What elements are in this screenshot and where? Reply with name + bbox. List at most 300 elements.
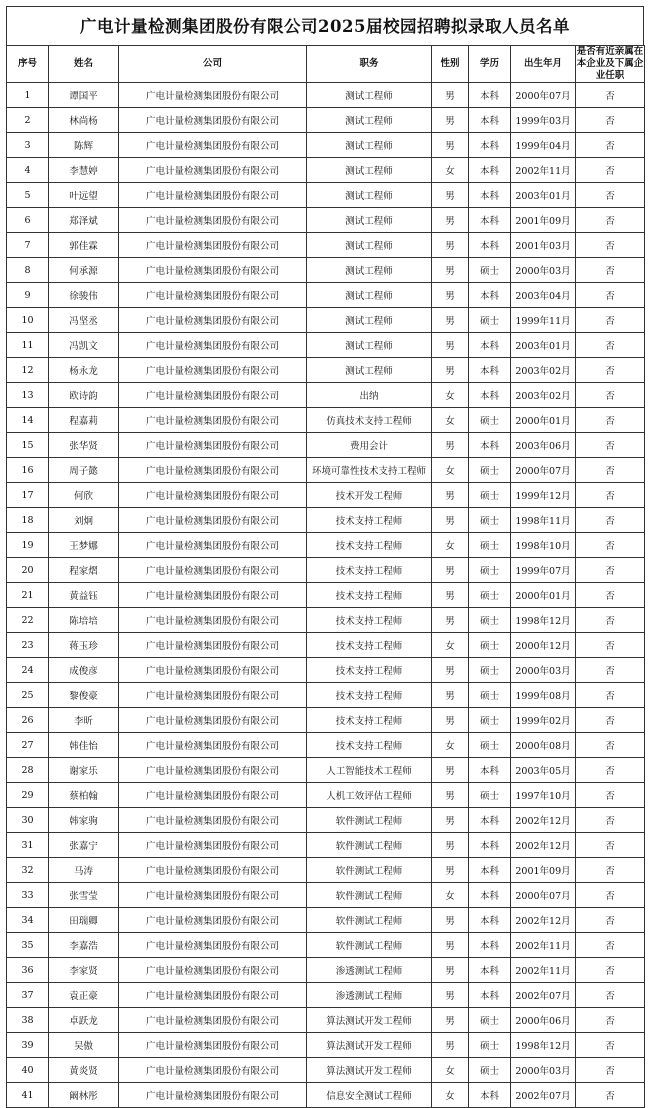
cell-name: 韩佳怡 [49, 733, 119, 758]
cell-company: 广电计量检测集团股份有限公司 [119, 833, 307, 858]
cell-education: 硕士 [469, 733, 511, 758]
cell-education: 本科 [469, 1083, 511, 1108]
cell-index: 32 [7, 858, 49, 883]
cell-name: 蔡柏翰 [49, 783, 119, 808]
table-row [7, 958, 645, 983]
table-row [7, 883, 645, 908]
cell-relatives: 否 [576, 208, 645, 233]
cell-index: 29 [7, 783, 49, 808]
cell-birth: 2000年03月 [511, 658, 576, 683]
table-row [7, 183, 645, 208]
cell-company: 广电计量检测集团股份有限公司 [119, 658, 307, 683]
cell-relatives: 否 [576, 158, 645, 183]
cell-education: 硕士 [469, 558, 511, 583]
cell-position: 环境可靠性技术支持工程师 [307, 458, 432, 483]
cell-education: 本科 [469, 808, 511, 833]
cell-education: 本科 [469, 133, 511, 158]
cell-education: 本科 [469, 333, 511, 358]
cell-position: 测试工程师 [307, 183, 432, 208]
cell-birth: 2003年01月 [511, 183, 576, 208]
cell-education: 硕士 [469, 508, 511, 533]
cell-position: 测试工程师 [307, 358, 432, 383]
cell-position: 测试工程师 [307, 283, 432, 308]
cell-company: 广电计量检测集团股份有限公司 [119, 383, 307, 408]
cell-birth: 1999年11月 [511, 308, 576, 333]
cell-education: 本科 [469, 983, 511, 1008]
cell-relatives: 否 [576, 458, 645, 483]
cell-education: 本科 [469, 158, 511, 183]
cell-education: 硕士 [469, 1033, 511, 1058]
cell-education: 本科 [469, 233, 511, 258]
cell-company: 广电计量检测集团股份有限公司 [119, 983, 307, 1008]
cell-education: 硕士 [469, 658, 511, 683]
cell-company: 广电计量检测集团股份有限公司 [119, 633, 307, 658]
cell-relatives: 否 [576, 683, 645, 708]
cell-education: 硕士 [469, 683, 511, 708]
cell-company: 广电计量检测集团股份有限公司 [119, 108, 307, 133]
cell-position: 测试工程师 [307, 133, 432, 158]
table-row [7, 733, 645, 758]
cell-company: 广电计量检测集团股份有限公司 [119, 208, 307, 233]
table-row [7, 808, 645, 833]
cell-company: 广电计量检测集团股份有限公司 [119, 1058, 307, 1083]
header-education: 学历 [469, 46, 511, 83]
cell-company: 广电计量检测集团股份有限公司 [119, 83, 307, 108]
cell-gender: 男 [432, 258, 469, 283]
cell-gender: 男 [432, 658, 469, 683]
cell-gender: 男 [432, 908, 469, 933]
cell-birth: 1999年04月 [511, 133, 576, 158]
cell-index: 12 [7, 358, 49, 383]
cell-index: 39 [7, 1033, 49, 1058]
cell-index: 8 [7, 258, 49, 283]
cell-index: 26 [7, 708, 49, 733]
table-row [7, 583, 645, 608]
cell-name: 李嘉浩 [49, 933, 119, 958]
cell-education: 本科 [469, 883, 511, 908]
cell-gender: 女 [432, 1058, 469, 1083]
cell-company: 广电计量检测集团股份有限公司 [119, 558, 307, 583]
cell-index: 25 [7, 683, 49, 708]
table-row [7, 783, 645, 808]
cell-company: 广电计量检测集团股份有限公司 [119, 933, 307, 958]
cell-index: 9 [7, 283, 49, 308]
cell-company: 广电计量检测集团股份有限公司 [119, 258, 307, 283]
cell-position: 软件测试工程师 [307, 908, 432, 933]
cell-company: 广电计量检测集团股份有限公司 [119, 708, 307, 733]
table-row [7, 983, 645, 1008]
cell-relatives: 否 [576, 658, 645, 683]
cell-gender: 男 [432, 483, 469, 508]
cell-relatives: 否 [576, 983, 645, 1008]
cell-gender: 男 [432, 783, 469, 808]
cell-birth: 2002年11月 [511, 933, 576, 958]
cell-company: 广电计量检测集团股份有限公司 [119, 883, 307, 908]
cell-education: 本科 [469, 358, 511, 383]
table-row [7, 358, 645, 383]
cell-name: 刘炯 [49, 508, 119, 533]
cell-company: 广电计量检测集团股份有限公司 [119, 783, 307, 808]
cell-index: 38 [7, 1008, 49, 1033]
cell-education: 本科 [469, 83, 511, 108]
cell-position: 信息安全测试工程师 [307, 1083, 432, 1108]
table-row [7, 708, 645, 733]
cell-relatives: 否 [576, 1008, 645, 1033]
cell-relatives: 否 [576, 108, 645, 133]
cell-education: 本科 [469, 858, 511, 883]
cell-relatives: 否 [576, 258, 645, 283]
cell-position: 技术支持工程师 [307, 733, 432, 758]
cell-education: 硕士 [469, 708, 511, 733]
cell-gender: 女 [432, 408, 469, 433]
cell-relatives: 否 [576, 558, 645, 583]
cell-relatives: 否 [576, 83, 645, 108]
cell-birth: 1998年10月 [511, 533, 576, 558]
cell-position: 算法测试开发工程师 [307, 1008, 432, 1033]
cell-education: 本科 [469, 283, 511, 308]
cell-index: 2 [7, 108, 49, 133]
cell-position: 出纳 [307, 383, 432, 408]
cell-gender: 女 [432, 458, 469, 483]
cell-company: 广电计量检测集团股份有限公司 [119, 158, 307, 183]
cell-position: 技术支持工程师 [307, 658, 432, 683]
cell-name: 李慧婷 [49, 158, 119, 183]
cell-company: 广电计量检测集团股份有限公司 [119, 408, 307, 433]
cell-index: 24 [7, 658, 49, 683]
table-row [7, 683, 645, 708]
table-row [7, 283, 645, 308]
cell-index: 19 [7, 533, 49, 558]
cell-relatives: 否 [576, 608, 645, 633]
cell-position: 软件测试工程师 [307, 933, 432, 958]
cell-education: 硕士 [469, 533, 511, 558]
cell-index: 31 [7, 833, 49, 858]
cell-gender: 男 [432, 1008, 469, 1033]
cell-birth: 1999年08月 [511, 683, 576, 708]
cell-education: 本科 [469, 908, 511, 933]
cell-birth: 2000年12月 [511, 633, 576, 658]
cell-company: 广电计量检测集团股份有限公司 [119, 858, 307, 883]
cell-name: 蒋玉珍 [49, 633, 119, 658]
cell-education: 硕士 [469, 783, 511, 808]
cell-education: 硕士 [469, 633, 511, 658]
cell-relatives: 否 [576, 783, 645, 808]
cell-name: 黄益钰 [49, 583, 119, 608]
document-title: 广电计量检测集团股份有限公司2025届校园招聘拟录取人员名单 [6, 6, 644, 45]
header-index: 序号 [7, 46, 49, 83]
cell-birth: 2000年01月 [511, 583, 576, 608]
cell-name: 袁正豪 [49, 983, 119, 1008]
cell-relatives: 否 [576, 508, 645, 533]
cell-position: 技术支持工程师 [307, 508, 432, 533]
cell-birth: 2003年01月 [511, 333, 576, 358]
cell-name: 陈辉 [49, 133, 119, 158]
cell-name: 成俊彦 [49, 658, 119, 683]
cell-birth: 1998年12月 [511, 1033, 576, 1058]
cell-name: 卓跃龙 [49, 1008, 119, 1033]
cell-position: 测试工程师 [307, 208, 432, 233]
cell-relatives: 否 [576, 583, 645, 608]
cell-name: 周子懿 [49, 458, 119, 483]
cell-position: 人工智能技术工程师 [307, 758, 432, 783]
cell-company: 广电计量检测集团股份有限公司 [119, 458, 307, 483]
cell-gender: 男 [432, 833, 469, 858]
cell-gender: 男 [432, 308, 469, 333]
cell-position: 技术开发工程师 [307, 483, 432, 508]
cell-position: 渗透测试工程师 [307, 983, 432, 1008]
cell-education: 本科 [469, 108, 511, 133]
cell-relatives: 否 [576, 333, 645, 358]
cell-birth: 2003年02月 [511, 358, 576, 383]
cell-gender: 男 [432, 108, 469, 133]
cell-position: 测试工程师 [307, 158, 432, 183]
cell-birth: 2000年06月 [511, 1008, 576, 1033]
header-birth: 出生年月 [511, 46, 576, 83]
cell-relatives: 否 [576, 533, 645, 558]
cell-index: 11 [7, 333, 49, 358]
cell-birth: 1999年03月 [511, 108, 576, 133]
cell-index: 35 [7, 933, 49, 958]
cell-gender: 男 [432, 183, 469, 208]
cell-gender: 男 [432, 958, 469, 983]
cell-position: 软件测试工程师 [307, 858, 432, 883]
cell-birth: 2000年07月 [511, 458, 576, 483]
cell-gender: 男 [432, 283, 469, 308]
cell-birth: 2000年03月 [511, 258, 576, 283]
table-row [7, 933, 645, 958]
cell-education: 硕士 [469, 458, 511, 483]
cell-relatives: 否 [576, 908, 645, 933]
cell-name: 徐骏伟 [49, 283, 119, 308]
cell-name: 郑泽斌 [49, 208, 119, 233]
cell-name: 陈培培 [49, 608, 119, 633]
cell-name: 吴傲 [49, 1033, 119, 1058]
cell-gender: 男 [432, 758, 469, 783]
cell-birth: 2002年07月 [511, 1083, 576, 1108]
cell-position: 技术支持工程师 [307, 633, 432, 658]
cell-relatives: 否 [576, 858, 645, 883]
cell-relatives: 否 [576, 1033, 645, 1058]
cell-name: 韩家驹 [49, 808, 119, 833]
cell-index: 21 [7, 583, 49, 608]
cell-education: 硕士 [469, 258, 511, 283]
table-row [7, 758, 645, 783]
cell-index: 7 [7, 233, 49, 258]
cell-company: 广电计量检测集团股份有限公司 [119, 908, 307, 933]
cell-name: 黎俊豪 [49, 683, 119, 708]
cell-gender: 男 [432, 983, 469, 1008]
cell-index: 23 [7, 633, 49, 658]
cell-position: 技术支持工程师 [307, 583, 432, 608]
table-row [7, 508, 645, 533]
cell-education: 本科 [469, 383, 511, 408]
cell-relatives: 否 [576, 808, 645, 833]
cell-relatives: 否 [576, 758, 645, 783]
admission-table [6, 45, 645, 1108]
cell-index: 22 [7, 608, 49, 633]
cell-relatives: 否 [576, 483, 645, 508]
cell-company: 广电计量检测集团股份有限公司 [119, 433, 307, 458]
cell-position: 算法测试开发工程师 [307, 1033, 432, 1058]
cell-birth: 2000年07月 [511, 883, 576, 908]
cell-gender: 男 [432, 233, 469, 258]
cell-index: 6 [7, 208, 49, 233]
cell-relatives: 否 [576, 1058, 645, 1083]
cell-position: 仿真技术支持工程师 [307, 408, 432, 433]
cell-relatives: 否 [576, 133, 645, 158]
cell-index: 18 [7, 508, 49, 533]
cell-name: 王梦娜 [49, 533, 119, 558]
cell-index: 17 [7, 483, 49, 508]
cell-name: 马涛 [49, 858, 119, 883]
cell-birth: 2000年01月 [511, 408, 576, 433]
cell-relatives: 否 [576, 883, 645, 908]
table-row [7, 658, 645, 683]
cell-relatives: 否 [576, 408, 645, 433]
cell-gender: 女 [432, 383, 469, 408]
cell-gender: 男 [432, 333, 469, 358]
table-row [7, 633, 645, 658]
table-row [7, 908, 645, 933]
cell-gender: 男 [432, 808, 469, 833]
cell-birth: 2003年06月 [511, 433, 576, 458]
cell-name: 李昕 [49, 708, 119, 733]
cell-index: 4 [7, 158, 49, 183]
cell-name: 谭国平 [49, 83, 119, 108]
cell-index: 33 [7, 883, 49, 908]
table-row [7, 258, 645, 283]
cell-birth: 2003年05月 [511, 758, 576, 783]
cell-gender: 男 [432, 508, 469, 533]
cell-company: 广电计量检测集团股份有限公司 [119, 533, 307, 558]
cell-birth: 2001年03月 [511, 233, 576, 258]
table-row [7, 108, 645, 133]
table-row [7, 858, 645, 883]
cell-birth: 2003年02月 [511, 383, 576, 408]
header-relatives: 是否有近亲属在本企业及下属企业任职 [576, 46, 644, 81]
cell-education: 本科 [469, 833, 511, 858]
cell-relatives: 否 [576, 958, 645, 983]
cell-company: 广电计量检测集团股份有限公司 [119, 1083, 307, 1108]
cell-position: 人机工效评估工程师 [307, 783, 432, 808]
cell-name: 张华贤 [49, 433, 119, 458]
cell-position: 技术支持工程师 [307, 683, 432, 708]
cell-index: 3 [7, 133, 49, 158]
cell-index: 10 [7, 308, 49, 333]
cell-education: 硕士 [469, 483, 511, 508]
cell-birth: 1999年07月 [511, 558, 576, 583]
cell-company: 广电计量检测集团股份有限公司 [119, 1008, 307, 1033]
cell-position: 算法测试开发工程师 [307, 1058, 432, 1083]
cell-birth: 2002年12月 [511, 908, 576, 933]
cell-company: 广电计量检测集团股份有限公司 [119, 358, 307, 383]
table-row [7, 308, 645, 333]
cell-position: 技术支持工程师 [307, 608, 432, 633]
table-row [7, 158, 645, 183]
table-row [7, 833, 645, 858]
table-row [7, 608, 645, 633]
cell-position: 测试工程师 [307, 83, 432, 108]
cell-index: 13 [7, 383, 49, 408]
cell-birth: 1997年10月 [511, 783, 576, 808]
cell-gender: 男 [432, 608, 469, 633]
cell-gender: 男 [432, 208, 469, 233]
cell-position: 技术支持工程师 [307, 533, 432, 558]
cell-relatives: 否 [576, 283, 645, 308]
cell-birth: 1999年02月 [511, 708, 576, 733]
cell-company: 广电计量检测集团股份有限公司 [119, 808, 307, 833]
cell-birth: 1999年12月 [511, 483, 576, 508]
cell-position: 测试工程师 [307, 258, 432, 283]
cell-position: 技术支持工程师 [307, 558, 432, 583]
cell-birth: 2003年04月 [511, 283, 576, 308]
cell-birth: 2000年08月 [511, 733, 576, 758]
table-row [7, 208, 645, 233]
cell-birth: 2002年07月 [511, 983, 576, 1008]
cell-index: 16 [7, 458, 49, 483]
cell-education: 硕士 [469, 1008, 511, 1033]
cell-index: 20 [7, 558, 49, 583]
table-row [7, 458, 645, 483]
cell-name: 李家贤 [49, 958, 119, 983]
cell-gender: 男 [432, 1033, 469, 1058]
cell-index: 36 [7, 958, 49, 983]
cell-gender: 女 [432, 1083, 469, 1108]
cell-company: 广电计量检测集团股份有限公司 [119, 958, 307, 983]
cell-education: 硕士 [469, 608, 511, 633]
cell-gender: 男 [432, 433, 469, 458]
cell-index: 1 [7, 83, 49, 108]
cell-education: 本科 [469, 433, 511, 458]
cell-gender: 男 [432, 358, 469, 383]
cell-company: 广电计量检测集团股份有限公司 [119, 183, 307, 208]
table-row [7, 133, 645, 158]
cell-company: 广电计量检测集团股份有限公司 [119, 683, 307, 708]
cell-education: 本科 [469, 933, 511, 958]
cell-name: 张雪莹 [49, 883, 119, 908]
cell-gender: 女 [432, 158, 469, 183]
cell-gender: 女 [432, 733, 469, 758]
cell-relatives: 否 [576, 633, 645, 658]
cell-gender: 男 [432, 858, 469, 883]
cell-index: 14 [7, 408, 49, 433]
cell-name: 叶远望 [49, 183, 119, 208]
cell-relatives: 否 [576, 183, 645, 208]
cell-relatives: 否 [576, 383, 645, 408]
cell-name: 郭佳霖 [49, 233, 119, 258]
cell-company: 广电计量检测集团股份有限公司 [119, 483, 307, 508]
cell-birth: 1998年12月 [511, 608, 576, 633]
cell-education: 硕士 [469, 1058, 511, 1083]
cell-education: 硕士 [469, 583, 511, 608]
cell-gender: 女 [432, 533, 469, 558]
cell-index: 37 [7, 983, 49, 1008]
cell-education: 本科 [469, 758, 511, 783]
cell-name: 程嘉莉 [49, 408, 119, 433]
table-row [7, 1033, 645, 1058]
cell-position: 测试工程师 [307, 333, 432, 358]
header-company: 公司 [119, 46, 307, 83]
cell-gender: 男 [432, 683, 469, 708]
cell-birth: 2002年12月 [511, 808, 576, 833]
cell-index: 40 [7, 1058, 49, 1083]
cell-company: 广电计量检测集团股份有限公司 [119, 1033, 307, 1058]
cell-education: 本科 [469, 208, 511, 233]
cell-education: 本科 [469, 183, 511, 208]
cell-index: 27 [7, 733, 49, 758]
header-name: 姓名 [49, 46, 119, 83]
header-gender: 性别 [432, 46, 469, 83]
